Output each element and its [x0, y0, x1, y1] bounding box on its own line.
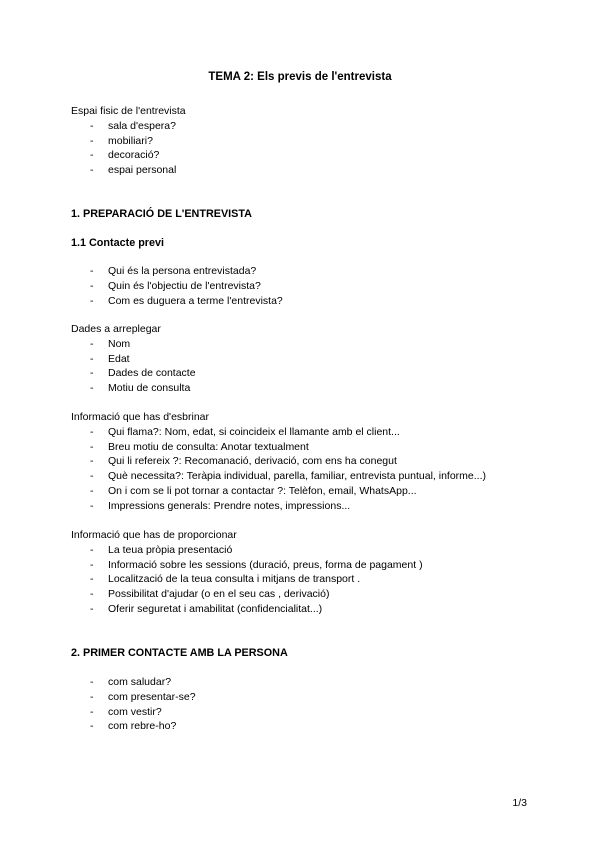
esbrinar-section — [71, 410, 541, 514]
section1-header — [71, 206, 541, 222]
bullet-dash: - — [90, 337, 94, 350]
list-item — [71, 366, 541, 381]
dades-section — [71, 322, 541, 396]
list-item — [71, 454, 541, 469]
list-item-text: Localització de la teua consulta i mitjans de transport . — [108, 573, 361, 586]
list-item — [71, 352, 541, 367]
list-item — [71, 119, 541, 134]
list-item — [71, 279, 541, 294]
list-item-text: Qui flama?: Nom, edat, si coincideix el llamante amb el client... — [108, 425, 400, 438]
list-item-text: Com es duguera a terme l'entrevista? — [108, 294, 283, 307]
proporcionar-section — [71, 528, 541, 617]
list-item — [71, 294, 541, 309]
list-item-text: Què necessita?: Teràpia individual, parella, familiar, entrevista puntual, informe...) — [108, 470, 487, 483]
list-item-text: com saludar? — [108, 676, 172, 688]
section1-subheader — [71, 235, 541, 251]
list-item-text: com rebre-ho? — [108, 720, 177, 733]
bullet-dash: - — [90, 602, 94, 615]
bullet-dash: - — [90, 455, 94, 468]
list-item — [71, 337, 541, 352]
bullet-dash: - — [90, 265, 94, 277]
list-item-text: mobiliari? — [108, 134, 153, 147]
dades-label: Dades a arreplegar — [71, 323, 161, 335]
bullet-dash: - — [90, 470, 94, 483]
section2-header — [71, 645, 541, 661]
dades-list — [71, 337, 541, 396]
bullet-dash: - — [90, 690, 94, 703]
bullet-dash: - — [90, 543, 94, 556]
list-item — [71, 675, 541, 690]
list-item — [71, 163, 541, 178]
bullet-dash: - — [90, 382, 94, 395]
list-item — [71, 469, 541, 484]
intro-section — [71, 104, 541, 178]
list-item-text: Dades de contacte — [108, 367, 196, 380]
document-title: TEMA 2: Els previs de l'entrevista — [208, 71, 392, 83]
list-item-text: com presentar-se? — [108, 690, 196, 703]
list-item — [71, 572, 541, 587]
list-item — [71, 499, 541, 514]
list-item — [71, 719, 541, 734]
list-item-text: Impressions generals: Prendre notes, impressions... — [108, 499, 351, 512]
bullet-dash: - — [90, 425, 94, 438]
list-item-text: Nom — [108, 337, 131, 350]
section2-section — [71, 675, 541, 734]
list-item-text: Breu motiu de consulta: Anotar textualment — [108, 440, 309, 453]
list-item-text: Edat — [108, 352, 130, 365]
bullet-dash: - — [90, 352, 94, 365]
section2-list — [71, 675, 541, 734]
list-item-text: espai personal — [108, 164, 177, 177]
list-item — [71, 264, 541, 279]
list-item — [71, 543, 541, 558]
esbrinar-label: Informació que has d'esbrinar — [71, 411, 209, 423]
bullet-dash: - — [90, 720, 94, 733]
questions-section — [71, 264, 541, 308]
page-number: 1/3 — [512, 797, 527, 809]
bullet-dash: - — [90, 676, 94, 688]
list-item — [71, 484, 541, 499]
section1-heading: 1. PREPARACIÓ DE L'ENTREVISTA — [71, 208, 252, 220]
bullet-dash: - — [90, 705, 94, 718]
bullet-dash: - — [90, 294, 94, 307]
list-item-text: Qui li refereix ?: Recomanació, derivació, com ens ha conegut — [108, 455, 397, 468]
list-item-text: Qui és la persona entrevistada? — [108, 265, 257, 277]
intro-label: Espai fisic de l'entrevista — [71, 105, 186, 117]
bullet-dash: - — [90, 558, 94, 571]
list-item — [71, 690, 541, 705]
list-item-text: decoració? — [108, 149, 160, 162]
questions-list — [71, 264, 541, 308]
list-item-text: com vestir? — [108, 705, 162, 718]
proporcionar-label: Informació que has de proporcionar — [71, 529, 237, 541]
bullet-dash: - — [90, 588, 94, 601]
list-item — [71, 440, 541, 455]
proporcionar-list — [71, 543, 541, 617]
bullet-dash: - — [90, 134, 94, 147]
section2-heading: 2. PRIMER CONTACTE AMB LA PERSONA — [71, 647, 288, 659]
bullet-dash: - — [90, 499, 94, 512]
list-item — [71, 425, 541, 440]
list-item — [71, 134, 541, 149]
bullet-dash: - — [90, 279, 94, 292]
intro-list — [71, 119, 541, 178]
bullet-dash: - — [90, 484, 94, 497]
section1-subheading: 1.1 Contacte previ — [71, 237, 165, 249]
bullet-dash: - — [90, 573, 94, 586]
bullet-dash: - — [90, 119, 94, 132]
list-item-text: Quin és l'objectiu de l'entrevista? — [108, 279, 261, 292]
list-item-text: La teua pròpia presentació — [108, 543, 233, 556]
bullet-dash: - — [90, 440, 94, 453]
list-item — [71, 148, 541, 163]
list-item-text: Motiu de consulta — [108, 382, 191, 395]
list-item — [71, 602, 541, 617]
list-item-text: Oferir seguretat i amabilitat (confidencialitat...) — [108, 602, 323, 615]
list-item — [71, 705, 541, 720]
bullet-dash: - — [90, 367, 94, 380]
esbrinar-list — [71, 425, 541, 514]
list-item — [71, 381, 541, 396]
bullet-dash: - — [90, 164, 94, 177]
list-item-text: Possibilitat d'ajudar (o en el seu cas , derivació) — [108, 588, 330, 601]
list-item-text: On i com se li pot tornar a contactar ?: Telèfon, email, WhatsApp... — [108, 484, 417, 497]
bullet-dash: - — [90, 149, 94, 162]
list-item-text: Informació sobre les sessions (duració, preus, forma de pagament ) — [108, 558, 423, 571]
list-item — [71, 558, 541, 573]
list-item — [71, 587, 541, 602]
list-item-text: sala d'espera? — [108, 119, 176, 132]
